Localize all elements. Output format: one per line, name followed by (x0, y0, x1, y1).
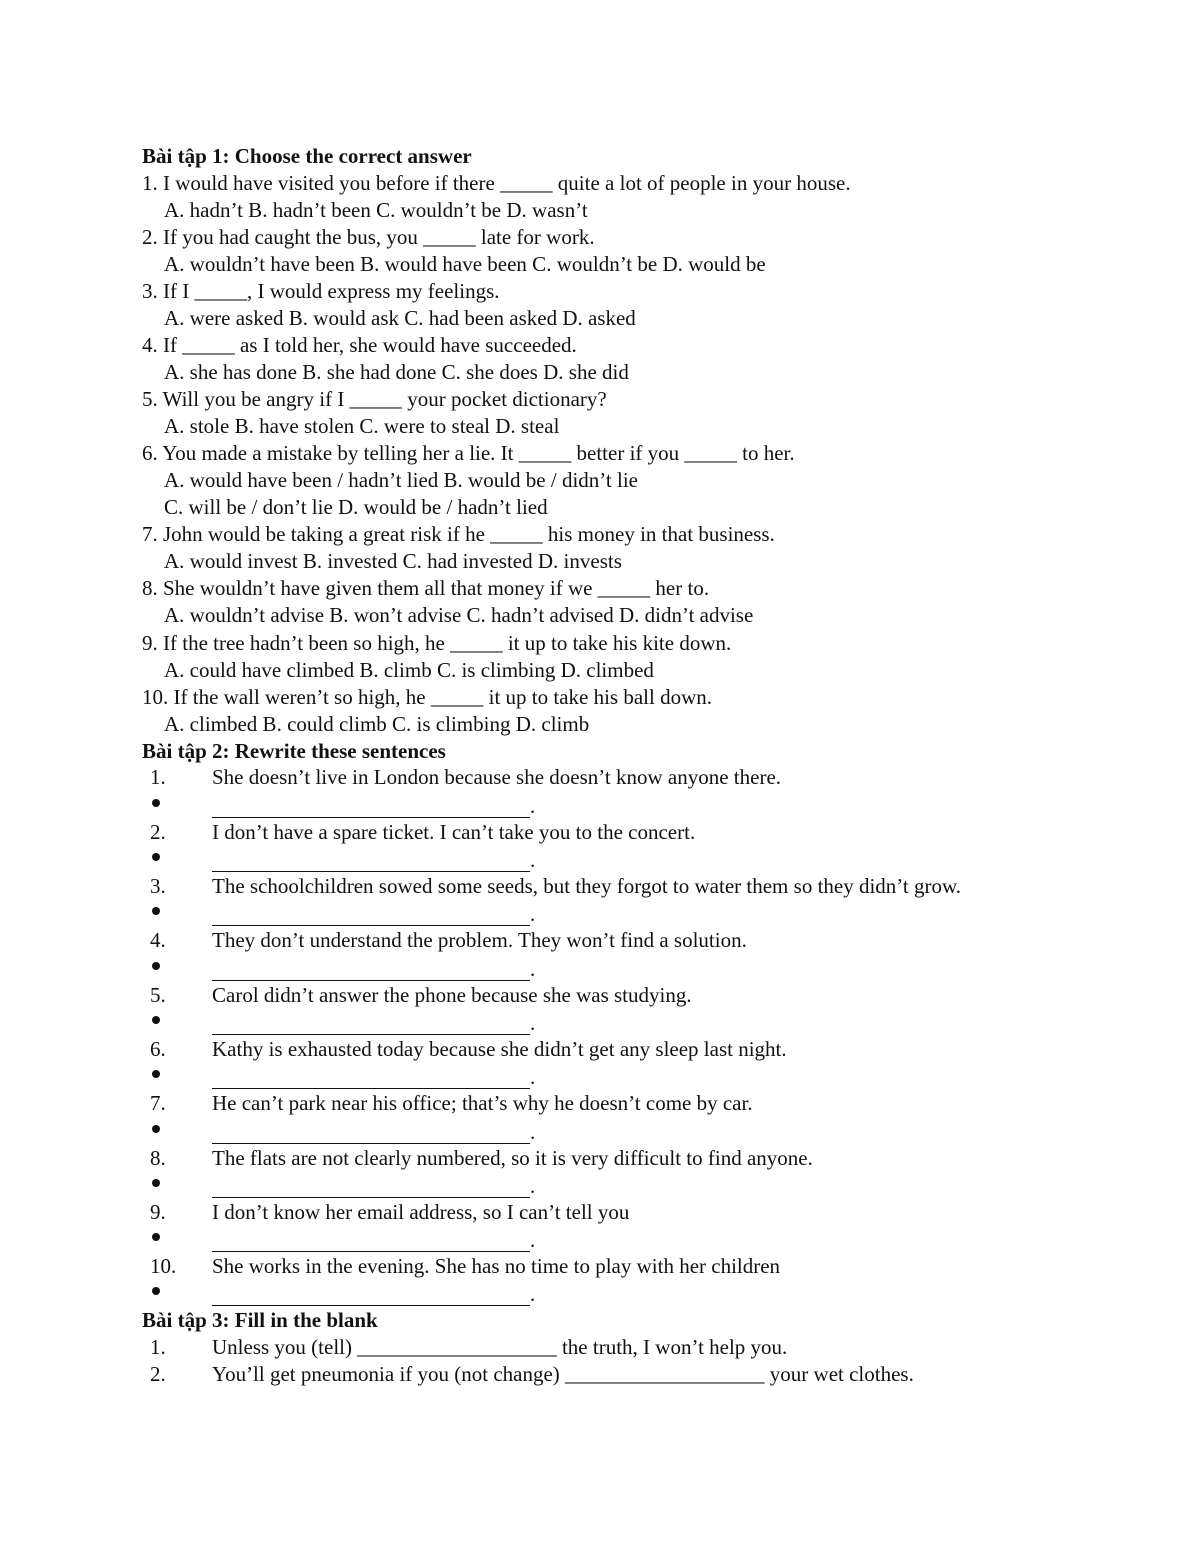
question-3: 3. If I _____, I would express my feelings. (142, 279, 500, 303)
bullet-icon (152, 1125, 160, 1133)
section-1-heading: Bài tập 1: Choose the correct answer (142, 144, 472, 168)
answer-period: . (530, 1011, 536, 1035)
question-4-options: A. she has done B. she had done C. she does D. she did (164, 360, 629, 384)
question-5: 5. Will you be angry if I _____ your pocket dictionary? (142, 387, 607, 411)
question-6-options-a: A. would have been / hadn’t lied B. would be / didn’t lie (164, 468, 638, 492)
section-2-heading: Bài tập 2: Rewrite these sentences (142, 739, 446, 763)
answer-blank[interactable] (212, 1062, 530, 1089)
item-sentence: Unless you (tell) ___________________ the truth, I won’t help you. (212, 1335, 788, 1359)
section-3-heading: Bài tập 3: Fill in the blank (142, 1308, 378, 1332)
answer-blank[interactable] (212, 899, 530, 926)
question-3-options: A. were asked B. would ask C. had been asked D. asked (164, 306, 636, 330)
item-number: 6. (150, 1037, 166, 1061)
answer-blank[interactable] (212, 791, 530, 818)
item-sentence: The schoolchildren sowed some seeds, but they forgot to water them so they didn’t grow. (212, 874, 962, 898)
item-number: 2. (150, 820, 166, 844)
bullet-icon (152, 1070, 160, 1078)
item-sentence: Kathy is exhausted today because she didn’t get any sleep last night. (212, 1037, 787, 1061)
answer-period: . (530, 848, 536, 872)
bullet-icon (152, 962, 160, 970)
item-number: 9. (150, 1200, 166, 1224)
item-number: 1. (150, 1335, 166, 1359)
bullet-icon (152, 1179, 160, 1187)
item-sentence: You’ll get pneumonia if you (not change) ___________________ your wet clothes. (212, 1362, 914, 1386)
item-sentence: I don’t have a spare ticket. I can’t take you to the concert. (212, 820, 696, 844)
answer-period: . (530, 902, 536, 926)
answer-blank[interactable] (212, 1117, 530, 1144)
item-number: 4. (150, 928, 166, 952)
answer-blank[interactable] (212, 954, 530, 981)
item-number: 2. (150, 1362, 166, 1386)
question-7-options: A. would invest B. invested C. had invested D. invests (164, 549, 622, 573)
item-sentence: I don’t know her email address, so I can’t tell you (212, 1200, 630, 1224)
bullet-icon (152, 1287, 160, 1295)
bullet-icon (152, 1233, 160, 1241)
item-sentence: The flats are not clearly numbered, so it is very difficult to find anyone. (212, 1146, 813, 1170)
question-6-options-b: C. will be / don’t lie D. would be / hadn’t lied (164, 495, 548, 519)
question-6: 6. You made a mistake by telling her a lie. It _____ better if you _____ to her. (142, 441, 795, 465)
item-number: 10. (150, 1254, 177, 1278)
answer-period: . (530, 957, 536, 981)
answer-period: . (530, 794, 536, 818)
question-8: 8. She wouldn’t have given them all that money if we _____ her to. (142, 576, 710, 600)
bullet-icon (152, 799, 160, 807)
question-10-options: A. climbed B. could climb C. is climbing D. climb (164, 712, 590, 736)
item-number: 5. (150, 983, 166, 1007)
item-number: 3. (150, 874, 166, 898)
answer-period: . (530, 1282, 536, 1306)
answer-period: . (530, 1228, 536, 1252)
question-10: 10. If the wall weren’t so high, he _____ it up to take his ball down. (142, 685, 713, 709)
item-number: 1. (150, 765, 166, 789)
question-2: 2. If you had caught the bus, you _____ late for work. (142, 225, 595, 249)
item-sentence: They don’t understand the problem. They won’t find a solution. (212, 928, 747, 952)
answer-period: . (530, 1174, 536, 1198)
bullet-icon (152, 1016, 160, 1024)
question-1: 1. I would have visited you before if there _____ quite a lot of people in your house. (142, 171, 851, 195)
answer-blank[interactable] (212, 1008, 530, 1035)
answer-period: . (530, 1120, 536, 1144)
item-sentence: Carol didn’t answer the phone because she was studying. (212, 983, 692, 1007)
question-4: 4. If _____ as I told her, she would have succeeded. (142, 333, 577, 357)
bullet-icon (152, 907, 160, 915)
question-9-options: A. could have climbed B. climb C. is climbing D. climbed (164, 658, 654, 682)
question-8-options: A. wouldn’t advise B. won’t advise C. hadn’t advised D. didn’t advise (164, 603, 754, 627)
answer-blank[interactable] (212, 1279, 530, 1306)
question-5-options: A. stole B. have stolen C. were to steal D. steal (164, 414, 560, 438)
bullet-icon (152, 853, 160, 861)
item-sentence: He can’t park near his office; that’s why he doesn’t come by car. (212, 1091, 753, 1115)
question-7: 7. John would be taking a great risk if he _____ his money in that business. (142, 522, 775, 546)
question-9: 9. If the tree hadn’t been so high, he _____ it up to take his kite down. (142, 631, 732, 655)
answer-blank[interactable] (212, 1171, 530, 1198)
item-sentence: She works in the evening. She has no time to play with her children (212, 1254, 781, 1278)
answer-blank[interactable] (212, 845, 530, 872)
item-number: 8. (150, 1146, 166, 1170)
item-number: 7. (150, 1091, 166, 1115)
answer-blank[interactable] (212, 1225, 530, 1252)
item-sentence: She doesn’t live in London because she doesn’t know anyone there. (212, 765, 782, 789)
question-1-options: A. hadn’t B. hadn’t been C. wouldn’t be D. wasn’t (164, 198, 588, 222)
answer-period: . (530, 1065, 536, 1089)
question-2-options: A. wouldn’t have been B. would have been C. wouldn’t be D. would be (164, 252, 766, 276)
